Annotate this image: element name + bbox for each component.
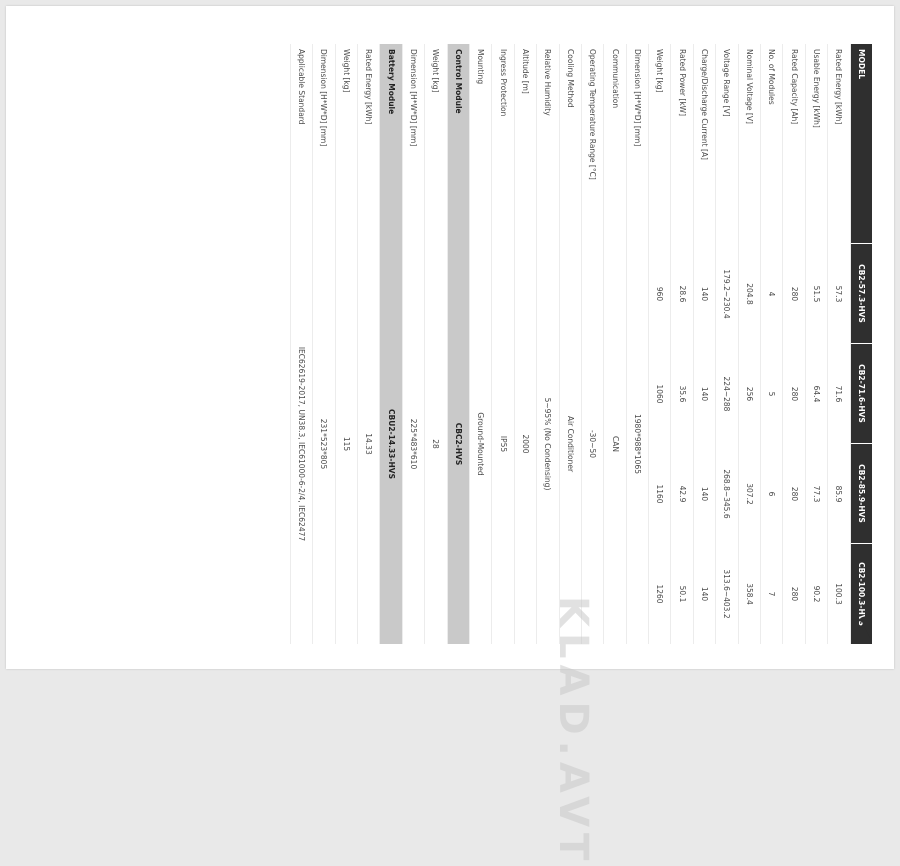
standard-value: IEC62619-2017, UN38.3, IEC61000-6-2/4, IEC62477 bbox=[297, 346, 307, 542]
row-label: Dimension [H*W*D] [mm] bbox=[319, 49, 329, 147]
cell-value: 85.9 bbox=[834, 485, 844, 503]
row-label: Nominal Voltage [V] bbox=[744, 49, 754, 124]
corner-fold bbox=[860, 618, 870, 638]
table-row bbox=[335, 44, 357, 644]
cell-value: 280 bbox=[789, 586, 799, 602]
shared-value: -30~50 bbox=[588, 429, 598, 459]
table-row bbox=[603, 44, 625, 644]
row-label: Voltage Range [V] bbox=[722, 49, 732, 117]
cell-value: 280 bbox=[789, 386, 799, 402]
document-page bbox=[6, 6, 894, 866]
cell-value: 1160 bbox=[655, 484, 665, 504]
row-label: Altitude [m] bbox=[520, 49, 530, 94]
row-label: Rated Power [kW] bbox=[677, 49, 687, 117]
row-label: Cooling Method bbox=[565, 49, 575, 108]
row-label: Communication bbox=[610, 49, 620, 109]
cell-value: 71.6 bbox=[834, 385, 844, 403]
table-row bbox=[514, 44, 536, 644]
row-label: Charge/Discharge Current [A] bbox=[700, 49, 710, 160]
section-model-name: CBC2-HVS bbox=[453, 422, 463, 466]
cell-value: 140 bbox=[700, 586, 710, 602]
table-row bbox=[469, 44, 491, 644]
row-label: Applicable Standard bbox=[297, 49, 307, 125]
section-model-name: CBU2-14.33-HVS bbox=[386, 409, 396, 479]
spec-table-viewport bbox=[290, 44, 872, 644]
cell-value: 57.3 bbox=[834, 285, 844, 303]
table-row bbox=[782, 44, 804, 644]
table-row bbox=[715, 44, 737, 644]
row-label: Rated Energy [kWh] bbox=[834, 49, 844, 125]
row-label: Weight [kg] bbox=[431, 49, 441, 93]
cell-value: 140 bbox=[700, 486, 710, 502]
cell-value: 358.4 bbox=[744, 583, 754, 605]
shared-value: Air Conditioner bbox=[565, 415, 575, 473]
table-row bbox=[626, 44, 648, 644]
cell-value: 51.5 bbox=[812, 285, 822, 303]
row-label: Weight [kg] bbox=[655, 49, 665, 93]
row-label: No. of Modules bbox=[767, 49, 777, 105]
cell-value: 4 bbox=[767, 291, 777, 297]
table-row bbox=[424, 44, 446, 644]
table-row bbox=[805, 44, 827, 644]
cell-value: 64.4 bbox=[812, 385, 822, 403]
table-row bbox=[402, 44, 424, 644]
shared-value: 28 bbox=[431, 439, 441, 449]
table-row bbox=[827, 44, 849, 644]
section-header-battery-module bbox=[379, 44, 401, 644]
table-row bbox=[760, 44, 782, 644]
row-label: Rated Capacity [Ah] bbox=[789, 49, 799, 125]
model-column-header: CB2-71.6-HVS bbox=[851, 344, 872, 444]
row-label: Relative Humidity bbox=[543, 49, 553, 116]
watermark: KLAD.AVT bbox=[550, 596, 596, 866]
cell-value: 140 bbox=[700, 386, 710, 402]
section-title: Control Module bbox=[453, 49, 463, 114]
shared-value: CAN bbox=[610, 436, 620, 452]
row-label: Mounting bbox=[476, 49, 486, 85]
cell-value: 256 bbox=[744, 386, 754, 402]
cell-value: 35.6 bbox=[677, 385, 687, 403]
table-row bbox=[357, 44, 379, 644]
shared-value: 1980*988*1065 bbox=[632, 414, 642, 474]
section-header-control-module bbox=[447, 44, 469, 644]
cell-value: 268.8~345.6 bbox=[722, 469, 732, 519]
shared-value: 2000 bbox=[520, 434, 530, 454]
row-label: Ingress Protection bbox=[498, 49, 508, 117]
model-column-header: CB2-100.3-HVS bbox=[856, 562, 866, 626]
cell-value: 77.3 bbox=[812, 485, 822, 503]
cell-value: 50.1 bbox=[677, 585, 687, 603]
cell-value: 313.6~403.2 bbox=[722, 569, 732, 619]
row-label: Rated Energy [kWh] bbox=[364, 49, 374, 125]
cell-value: 28.6 bbox=[677, 285, 687, 303]
row-label: Weight [kg] bbox=[341, 49, 351, 93]
row-label: Usable Energy [kWh] bbox=[812, 49, 822, 128]
shared-value: Ground-Mounted bbox=[476, 412, 486, 476]
cell-value: 307.2 bbox=[744, 483, 754, 505]
shared-value: 225*483*610 bbox=[409, 418, 418, 470]
shared-value: 14.33 bbox=[364, 433, 374, 455]
shared-value: 115 bbox=[341, 436, 351, 452]
cell-value: 140 bbox=[700, 286, 710, 302]
cell-value: 224~288 bbox=[722, 376, 732, 412]
shared-value: IP55 bbox=[498, 435, 508, 453]
cell-value: 1060 bbox=[655, 384, 665, 404]
cell-value: 7 bbox=[767, 591, 777, 597]
shared-value: 5~95% (No Condensing) bbox=[543, 397, 553, 491]
row-label: Operating Temperature Range [°C] bbox=[588, 49, 598, 180]
table-row bbox=[491, 44, 513, 644]
cell-value: 280 bbox=[789, 486, 799, 502]
table-row bbox=[648, 44, 670, 644]
table-row bbox=[581, 44, 603, 644]
cell-value: 42.9 bbox=[677, 485, 687, 503]
section-title: Battery Module bbox=[386, 49, 396, 115]
table-row bbox=[693, 44, 715, 644]
table-row bbox=[536, 44, 558, 644]
cell-value: 6 bbox=[767, 491, 777, 497]
cell-value: 100.3 bbox=[834, 583, 844, 605]
model-column-header: CB2-85.9-HVS bbox=[851, 444, 872, 544]
row-label: Dimension [H*W*D] [mm] bbox=[632, 49, 642, 147]
model-column-header: CB2-57.3-HVS bbox=[851, 244, 872, 344]
cell-value: 204.8 bbox=[744, 283, 754, 305]
spec-table bbox=[290, 44, 872, 644]
cell-value: 5 bbox=[767, 391, 777, 397]
shared-value: 231*523*805 bbox=[319, 418, 329, 470]
table-header bbox=[850, 44, 872, 644]
table-row bbox=[738, 44, 760, 644]
table-row bbox=[670, 44, 692, 644]
cell-value: 1260 bbox=[655, 584, 665, 604]
table-row bbox=[312, 44, 334, 644]
row-label: Dimension [H*W*D] [mm] bbox=[409, 49, 418, 147]
cell-value: 179.2~230.4 bbox=[722, 269, 732, 319]
table-row bbox=[559, 44, 581, 644]
cell-value: 280 bbox=[789, 286, 799, 302]
model-header-label: MODEL bbox=[851, 44, 872, 244]
cell-value: 960 bbox=[655, 286, 665, 302]
cell-value: 90.2 bbox=[812, 585, 822, 603]
table-row bbox=[290, 44, 312, 644]
